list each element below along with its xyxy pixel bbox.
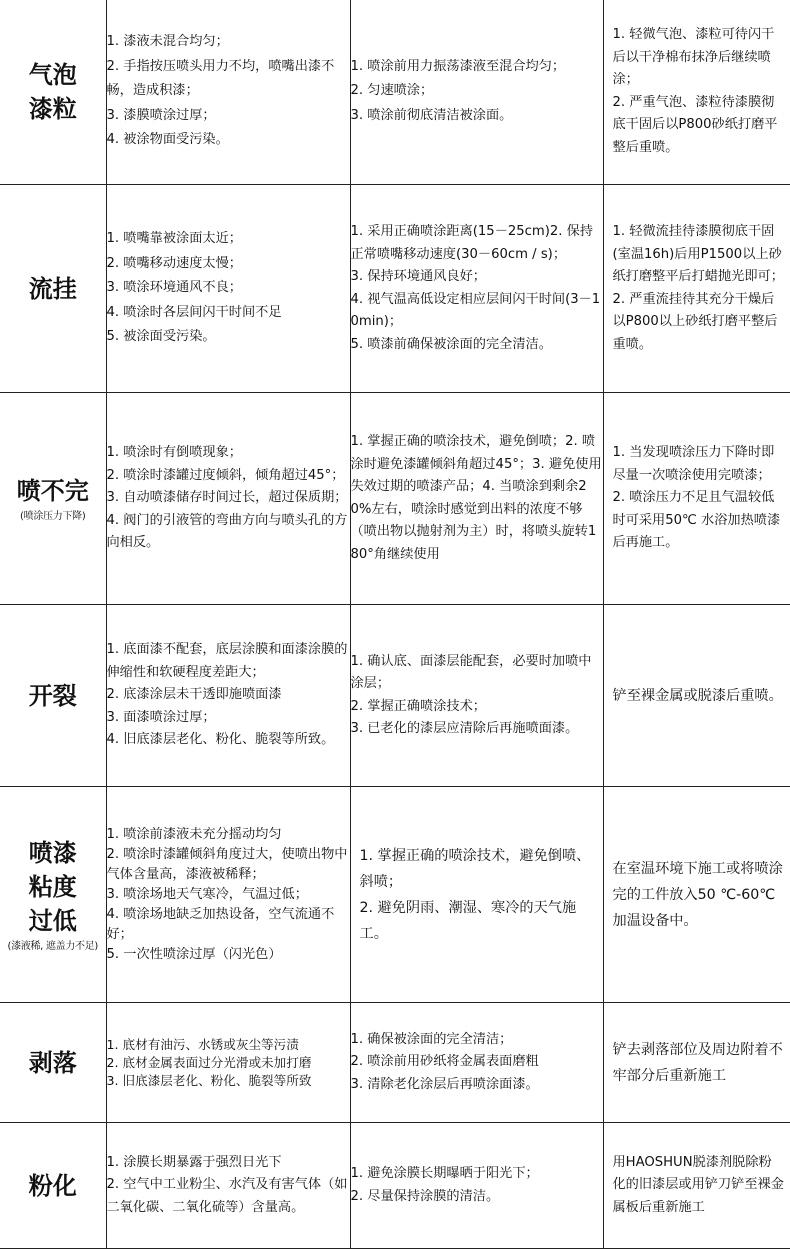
cause-item: 1. 底材有油污、水锈或灰尘等污渍 [106, 1036, 299, 1052]
cause-cell [106, 1003, 350, 1123]
table-row [0, 787, 790, 1003]
remedy-cell [603, 605, 790, 787]
prevention-item: 1. 掌握正确的喷涂技术，避免倒喷；2. 喷涂时避免漆罐倾斜角超过45°；3. 避免使用失效过期的喷漆产品；4. 当喷涂到剩余20%左右，喷涂时感觉到出料的浓度不够（喷出物以抛射剂为主）时，将喷头旋转180°角继续使用 [350, 434, 602, 562]
cause-item: 1. 涂膜长期暴露于强烈日光下 [106, 1154, 282, 1170]
cause-item: 3. 喷涂场地天气寒冷，气温过低； [106, 886, 308, 902]
prevention-item: 2. 喷涂前用砂纸将金属表面磨粗 [350, 1054, 539, 1070]
defect-name-cell [0, 1003, 106, 1123]
prevention-item: 2. 掌握正确喷涂技术； [350, 698, 486, 714]
remedy-cell [603, 393, 790, 605]
table-row [0, 1003, 790, 1123]
cause-item: 4. 喷涂场地缺乏加热设备，空气流通不好； [106, 906, 335, 942]
remedy-item: 1. 轻微流挂待漆膜彻底干固(室温16h)后用P1500以上砂纸打磨整平后打蜡抛光即可； [612, 224, 784, 284]
remedy-cell [603, 185, 790, 393]
cause-item: 5. 被涂面受污染。 [106, 329, 216, 345]
cause-item: 2. 喷涂时漆罐倾斜角度过大，使喷出物中气体含量高，漆液被稀释； [106, 846, 348, 882]
prevention-item: 3. 已老化的漆层应清除后再施喷面漆。 [350, 721, 579, 736]
cause-cell [106, 393, 350, 605]
remedy-cell [603, 1123, 790, 1249]
prevention-item: 1. 采用正确喷涂距离(15－25cm)2. 保持正常喷嘴移动速度(30－60cm / s)； [350, 224, 594, 262]
cause-item: 3. 漆膜喷涂过厚； [106, 107, 216, 123]
prevention-item: 3. 保持环境通风良好； [350, 269, 486, 284]
cause-item: 2. 空气中工业粉尘、水汽及有害气体（如二氧化碳、二氧化硫等）含量高。 [106, 1177, 348, 1215]
cause-item: 5. 一次性喷涂过厚（闪光色） [106, 946, 282, 962]
remedy-item: 2. 严重流挂待其充分干燥后以P800以上砂纸打磨平整后重喷。 [612, 291, 778, 352]
prevention-item: 5. 喷漆前确保被涂面的完全清洁。 [350, 336, 552, 352]
defect-name-cell [0, 0, 106, 185]
prevention-item: 1. 喷涂前用力振荡漆液至混合均匀； [350, 58, 566, 74]
prevention-cell [350, 185, 603, 393]
cause-item: 1. 底面漆不配套，底层涂膜和面漆涂膜的伸缩性和软硬程度差距大； [106, 642, 348, 680]
remedy-item: 2. 喷涂压力不足且气温较低时可采用50℃ 水浴加热喷漆后再施工。 [612, 490, 781, 551]
cause-item: 1. 喷涂时有倒喷现象； [106, 445, 242, 461]
remedy-cell [603, 1003, 790, 1123]
defect-name: 漆粒 [28, 94, 77, 123]
remedy-item: 1. 轻微气泡、漆粒可待闪干后以干净棉布抹净后继续喷涂； [612, 27, 775, 87]
defect-name: 喷不完 [16, 476, 89, 505]
cause-item: 3. 喷涂环境通风不良； [106, 280, 242, 296]
cause-item: 4. 旧底漆层老化、粉化、脆裂等所致。 [106, 732, 335, 748]
prevention-item: 1. 掌握正确的喷涂技术，避免倒喷、斜喷； [359, 847, 591, 890]
cause-cell [106, 1123, 350, 1249]
defect-name: 气泡 [28, 60, 77, 89]
prevention-item: 4. 视气温高低设定相应层间闪干时间(3－10min)； [350, 291, 601, 329]
cause-item: 2. 底材金属表面过分光滑或未加打磨 [106, 1054, 312, 1070]
prevention-item: 1. 确保被涂面的完全清洁； [350, 1031, 513, 1047]
prevention-item: 3. 清除老化涂层后再喷涂面漆。 [350, 1076, 539, 1092]
cause-item: 4. 阀门的引液管的弯曲方向与喷头孔的方向相反。 [106, 512, 348, 551]
defect-name: 开裂 [28, 681, 77, 710]
cause-item: 4. 喷涂时各层间闪干时间不足 [106, 304, 282, 320]
table-row [0, 185, 790, 393]
table-row [0, 393, 790, 605]
cause-item: 3. 面漆喷涂过厚； [106, 709, 216, 725]
cause-cell [106, 185, 350, 393]
defect-name-cell [0, 787, 106, 1003]
prevention-cell [350, 605, 603, 787]
cause-item: 3. 旧底漆层老化、粉化、脆裂等所致 [106, 1072, 312, 1088]
cause-item: 4. 被涂物面受污染。 [106, 132, 229, 148]
remedy-item: 2. 严重气泡、漆粒待漆膜彻底干固后以P800砂纸打磨平整后重喷。 [612, 94, 778, 155]
remedy-item: 用HAOSHUN脱漆剂脱除粉化的旧漆层或用铲刀铲至裸金属板后重新施工 [612, 1154, 784, 1215]
cause-item: 1. 喷涂前漆液未充分摇动均匀 [106, 826, 282, 842]
cause-item: 2. 手指按压喷头用力不均，喷嘴出漆不畅，造成积漆； [106, 58, 335, 99]
defect-name: 粉化 [28, 1171, 77, 1200]
defect-name-cell [0, 393, 106, 605]
remedy-item: 铲至裸金属或脱漆后重喷。 [612, 687, 783, 704]
remedy-item: 1. 当发现喷涂压力下降时即尽量一次喷涂使用完喷漆； [612, 445, 775, 483]
prevention-item: 2. 匀速喷涂； [350, 83, 434, 99]
table-row [0, 1123, 790, 1249]
remedy-cell [603, 0, 790, 185]
cause-item: 2. 喷涂时漆罐过度倾斜，倾角超过45°； [106, 467, 345, 483]
prevention-item: 2. 尽量保持涂膜的清洁。 [350, 1188, 500, 1204]
defect-name: 过低 [28, 906, 77, 935]
prevention-cell [350, 1003, 603, 1123]
prevention-cell [350, 787, 603, 1003]
defect-subtitle: (漆液稀, 遮盖力不足) [7, 940, 99, 952]
defect-name-cell [0, 185, 106, 393]
defect-name: 剥落 [28, 1048, 77, 1077]
table-row [0, 0, 790, 185]
prevention-item: 1. 避免涂膜长期曝晒于阳光下； [350, 1166, 539, 1181]
remedy-item: 铲去剥落部位及周边附着不牢部分后重新施工 [612, 1041, 783, 1084]
defect-name: 喷漆 [28, 838, 77, 867]
prevention-cell [350, 393, 603, 605]
defect-subtitle: (喷涂压力下降) [20, 510, 86, 522]
prevention-item: 3. 喷涂前彻底清洁被涂面。 [350, 107, 513, 123]
cause-item: 2. 喷嘴移动速度太慢； [106, 255, 242, 271]
defect-name: 流挂 [28, 274, 77, 303]
cause-item: 2. 底漆涂层未干透即施喷面漆 [106, 687, 282, 703]
defect-name: 粘度 [28, 872, 77, 901]
cause-item: 3. 自动喷漆储存时间过长，超过保质期； [106, 490, 348, 506]
remedy-cell [603, 787, 790, 1003]
cause-cell [106, 787, 350, 1003]
cause-item: 1. 喷嘴靠被涂面太近； [106, 231, 242, 247]
prevention-cell [350, 0, 603, 185]
cause-item: 1. 漆液未混合均匀； [106, 34, 229, 50]
defect-name-cell [0, 605, 106, 787]
prevention-item: 1. 确认底、面漆层能配套，必要时加喷中涂层； [350, 653, 592, 691]
prevention-item: 2. 避免阴雨、潮湿、寒冷的天气施工。 [359, 899, 577, 942]
cause-cell [106, 0, 350, 185]
remedy-item: 在室温环境下施工或将喷涂完的工件放入50 ℃-60℃加温设备中。 [612, 860, 783, 929]
defect-name-cell [0, 1123, 106, 1249]
cause-cell [106, 605, 350, 787]
table-row [0, 605, 790, 787]
prevention-cell [350, 1123, 603, 1249]
